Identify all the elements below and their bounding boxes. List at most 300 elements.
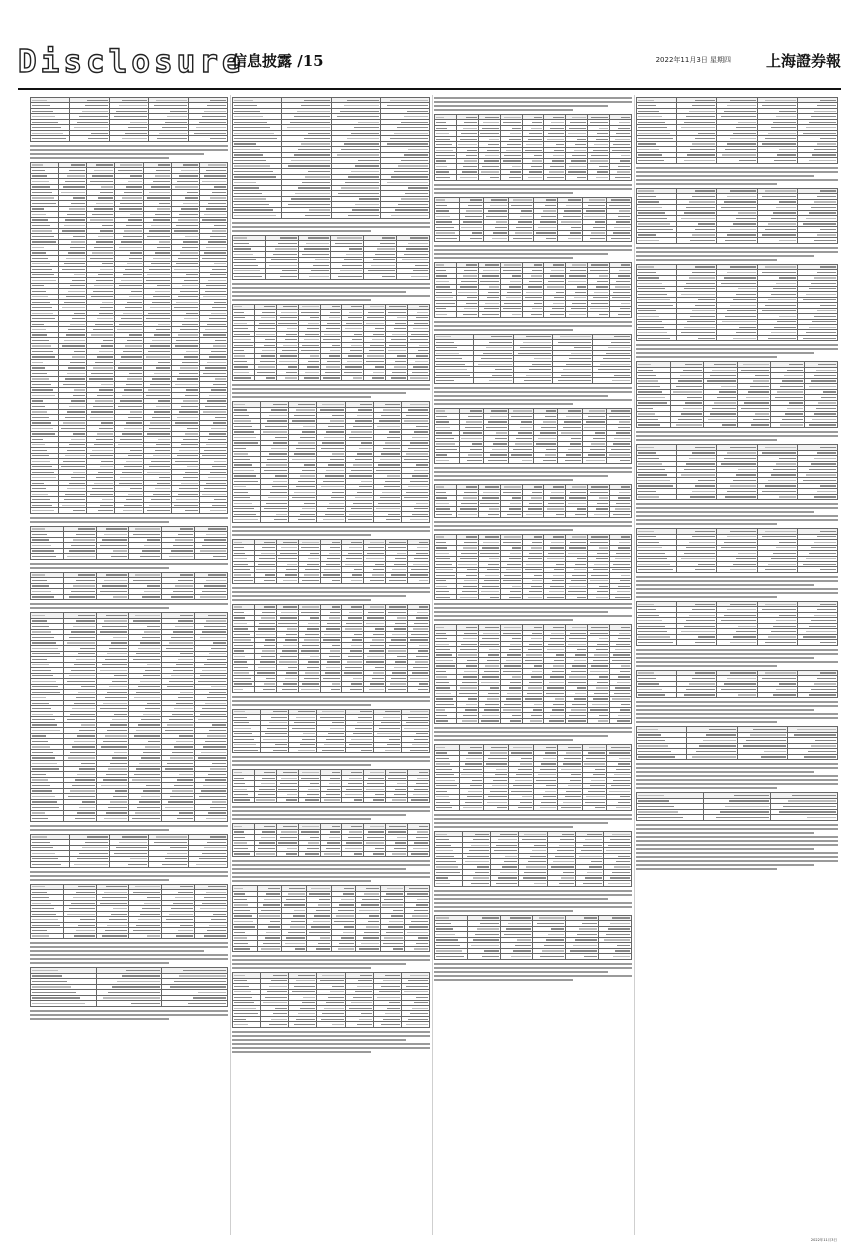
cell-value — [211, 686, 226, 687]
cell-value — [32, 620, 47, 621]
cell-value — [588, 416, 606, 417]
cell-value — [234, 1002, 254, 1003]
financial-table — [434, 262, 632, 318]
cell-value — [214, 499, 226, 500]
cell-value — [397, 317, 406, 318]
table-row — [31, 554, 228, 559]
cell-value — [370, 826, 384, 827]
cell-value — [600, 364, 630, 365]
cell-value — [67, 488, 85, 489]
cell-value — [351, 171, 379, 172]
cell-value — [100, 591, 128, 592]
cell-value — [302, 182, 330, 183]
cell-value — [288, 165, 330, 166]
cell-value — [147, 433, 170, 434]
cell-value — [71, 400, 86, 401]
cell-value — [174, 307, 198, 308]
cell-value — [319, 899, 329, 900]
cell-value — [568, 199, 581, 200]
cell-value — [32, 499, 50, 500]
masthead — [18, 40, 841, 86]
cell-value — [32, 444, 45, 445]
cell-value — [126, 225, 141, 226]
cell-value — [204, 585, 226, 586]
cell-value — [386, 519, 400, 520]
cell-value — [113, 637, 127, 638]
cell-value — [436, 270, 446, 271]
cell-value — [154, 334, 170, 335]
cell-value — [351, 739, 372, 740]
cell-value — [32, 637, 54, 638]
text-line — [232, 814, 406, 816]
text-line — [232, 700, 430, 702]
cell-value — [351, 431, 372, 432]
table-cell — [298, 274, 331, 279]
cell-value — [180, 329, 198, 330]
cell-value — [234, 122, 267, 123]
cell-value — [288, 893, 305, 894]
table-row — [233, 687, 430, 692]
cell-value — [415, 265, 428, 266]
cell-value — [370, 606, 384, 607]
cell-value — [179, 214, 197, 215]
table-row — [435, 236, 632, 241]
cell-value — [361, 750, 372, 751]
cell-value — [32, 236, 54, 237]
cell-value — [145, 708, 160, 709]
cell-value — [468, 416, 482, 417]
cell-value — [102, 539, 127, 540]
cell-value — [123, 510, 142, 511]
cell-value — [486, 347, 512, 348]
financial-table — [30, 97, 228, 142]
text-line — [30, 875, 228, 877]
cell-value — [391, 915, 404, 916]
cell-value — [390, 683, 406, 684]
cell-value — [32, 981, 67, 982]
cell-value — [148, 389, 169, 390]
cell-value — [114, 853, 147, 854]
cell-value — [173, 631, 193, 632]
cell-value — [178, 697, 193, 698]
table-cell — [544, 312, 566, 317]
cell-value — [348, 176, 379, 177]
cell-value — [354, 127, 379, 128]
cell-value — [322, 442, 343, 443]
cell-value — [130, 450, 142, 451]
cell-value — [616, 133, 630, 134]
cell-value — [436, 410, 445, 411]
cell-value — [410, 442, 428, 443]
cell-value — [467, 297, 476, 298]
cell-value — [379, 420, 400, 421]
cell-value — [436, 432, 452, 433]
cell-value — [65, 378, 86, 379]
cell-value — [599, 166, 608, 167]
cell-value — [273, 481, 287, 482]
cell-value — [310, 617, 319, 618]
cell-value — [351, 470, 372, 471]
cell-value — [32, 280, 56, 281]
column-divider — [230, 95, 231, 1235]
cell-value — [367, 317, 384, 318]
table-cell — [31, 554, 64, 559]
cell-value — [94, 483, 114, 484]
cell-value — [179, 735, 194, 736]
cell-value — [32, 192, 52, 193]
cell-value — [194, 133, 226, 134]
cell-value — [67, 642, 95, 643]
cell-value — [150, 345, 170, 346]
cell-value — [554, 150, 564, 151]
cell-value — [609, 454, 630, 455]
financial-table — [232, 709, 430, 754]
table-cell — [459, 458, 484, 463]
cell-value — [234, 728, 251, 729]
cell-value — [267, 991, 287, 992]
cell-value — [541, 216, 556, 217]
cell-value — [308, 323, 318, 324]
cell-value — [322, 1013, 343, 1014]
cell-value — [125, 345, 141, 346]
cell-value — [178, 494, 198, 495]
cell-value — [127, 378, 141, 379]
cell-value — [32, 122, 58, 123]
cell-value — [351, 345, 362, 346]
cell-value — [234, 361, 247, 362]
cell-value — [351, 542, 362, 543]
cell-value — [173, 670, 193, 671]
cell-value — [32, 528, 45, 529]
cell-value — [234, 372, 249, 373]
cell-value — [528, 177, 542, 178]
cell-value — [394, 133, 428, 134]
cell-value — [532, 492, 542, 493]
cell-value — [70, 790, 95, 791]
cell-value — [210, 138, 226, 139]
cell-value — [82, 847, 108, 848]
cell-value — [32, 378, 49, 379]
table-row — [31, 862, 228, 867]
cell-value — [165, 122, 187, 123]
cell-value — [102, 897, 127, 898]
cell-value — [204, 252, 226, 253]
cell-value — [102, 302, 113, 303]
cell-value — [525, 150, 543, 151]
text-line — [434, 321, 632, 323]
cell-value — [375, 254, 395, 255]
cell-value — [107, 692, 127, 693]
cell-value — [165, 858, 187, 859]
cell-value — [412, 1008, 428, 1009]
cell-value — [348, 656, 362, 657]
cell-value — [416, 783, 428, 784]
cell-value — [594, 144, 608, 145]
cell-value — [386, 932, 403, 933]
cell-value — [98, 197, 114, 198]
cell-value — [176, 703, 193, 704]
cell-value — [294, 116, 330, 117]
cell-value — [73, 395, 86, 396]
cell-value — [331, 497, 344, 498]
table-cell — [162, 1001, 228, 1006]
cell-value — [200, 550, 226, 551]
cell-value — [546, 449, 556, 450]
cell-value — [153, 296, 169, 297]
cell-value — [292, 459, 315, 460]
cell-value — [367, 783, 384, 784]
cell-value — [553, 117, 564, 118]
cell-value — [204, 664, 226, 665]
cell-value — [350, 350, 363, 351]
cell-value — [170, 111, 187, 112]
cell-value — [387, 437, 400, 438]
cell-value — [100, 230, 114, 231]
cell-value — [130, 411, 142, 412]
cell-value — [234, 1024, 248, 1025]
cell-value — [361, 943, 379, 944]
cell-value — [90, 219, 113, 220]
cell-value — [551, 270, 564, 271]
table-cell — [306, 946, 331, 951]
cell-value — [100, 708, 127, 709]
cell-value — [125, 269, 142, 270]
cell-value — [79, 807, 94, 808]
cell-value — [264, 306, 275, 307]
cell-value — [234, 138, 277, 139]
text-line — [30, 1018, 169, 1020]
cell-value — [210, 807, 226, 808]
cell-value — [408, 187, 428, 188]
financial-table — [232, 97, 430, 219]
cell-value — [90, 494, 113, 495]
cell-value — [620, 460, 630, 461]
cell-value — [611, 410, 630, 411]
cell-value — [159, 477, 170, 478]
cell-value — [563, 369, 590, 370]
cell-value — [276, 514, 288, 515]
cell-value — [370, 772, 384, 773]
table-cell — [233, 946, 258, 951]
text-line — [30, 946, 228, 948]
cell-value — [385, 481, 399, 482]
cell-value — [330, 459, 343, 460]
cell-value — [202, 258, 226, 259]
cell-value — [436, 342, 454, 343]
cell-value — [413, 270, 428, 271]
cell-value — [198, 757, 226, 758]
cell-value — [286, 372, 296, 373]
text-line — [30, 879, 169, 881]
cell-value — [66, 258, 86, 259]
cell-value — [348, 215, 378, 216]
cell-value — [307, 848, 319, 849]
cell-value — [102, 585, 127, 586]
cell-value — [377, 248, 395, 249]
cell-value — [279, 361, 297, 362]
cell-value — [378, 503, 400, 504]
cell-value — [66, 296, 85, 297]
cell-value — [266, 503, 287, 504]
cell-value — [147, 539, 161, 540]
cell-value — [172, 714, 194, 715]
cell-value — [120, 477, 141, 478]
cell-value — [305, 672, 318, 673]
cell-value — [259, 789, 274, 790]
cell-value — [287, 628, 296, 629]
cell-value — [269, 1024, 287, 1025]
cell-value — [32, 313, 53, 314]
cell-value — [325, 475, 344, 476]
cell-value — [203, 785, 226, 786]
cell-value — [128, 494, 141, 495]
cell-value — [556, 144, 564, 145]
cell-value — [119, 208, 142, 209]
cell-value — [122, 472, 141, 473]
cell-value — [234, 904, 248, 905]
cell-value — [275, 437, 287, 438]
cell-value — [166, 919, 193, 920]
cell-value — [261, 553, 275, 554]
cell-value — [267, 459, 287, 460]
cell-value — [120, 203, 141, 204]
column-2 — [232, 95, 430, 1235]
cell-value — [100, 269, 113, 270]
cell-value — [324, 744, 343, 745]
cell-value — [353, 464, 372, 465]
cell-value — [529, 369, 551, 370]
table-cell — [345, 517, 373, 522]
cell-value — [302, 470, 316, 471]
cell-value — [32, 241, 56, 242]
cell-value — [512, 275, 521, 276]
table-cell — [356, 946, 381, 951]
table-row — [233, 213, 430, 218]
cell-value — [301, 350, 319, 351]
cell-value — [309, 932, 329, 933]
cell-value — [136, 653, 161, 654]
cell-value — [322, 750, 343, 751]
cell-value — [510, 171, 520, 172]
cell-value — [196, 127, 226, 128]
table-row — [233, 578, 430, 583]
cell-value — [32, 534, 47, 535]
cell-value — [32, 450, 47, 451]
cell-value — [466, 210, 482, 211]
cell-value — [329, 837, 341, 838]
cell-value — [32, 263, 50, 264]
cell-value — [308, 789, 318, 790]
cell-value — [328, 464, 343, 465]
table-cell — [588, 312, 610, 317]
cell-value — [411, 634, 428, 635]
cell-value — [305, 569, 318, 570]
cell-value — [353, 997, 372, 998]
cell-value — [315, 259, 329, 260]
cell-value — [261, 317, 275, 318]
cell-value — [234, 127, 270, 128]
cell-value — [67, 214, 85, 215]
cell-value — [436, 139, 450, 140]
cell-value — [410, 519, 428, 520]
cell-value — [187, 466, 198, 467]
cell-value — [154, 411, 169, 412]
cell-value — [234, 215, 276, 216]
cell-value — [373, 672, 384, 673]
cell-value — [353, 678, 363, 679]
cell-value — [32, 626, 49, 627]
cell-value — [32, 801, 57, 802]
cell-value — [80, 648, 94, 649]
cell-value — [97, 433, 113, 434]
cell-value — [389, 739, 400, 740]
cell-value — [158, 400, 170, 401]
cell-value — [563, 216, 581, 217]
cell-value — [321, 1019, 344, 1020]
cell-value — [212, 763, 226, 764]
table-cell — [364, 578, 386, 583]
cell-value — [480, 281, 498, 282]
cell-value — [612, 380, 630, 381]
cell-value — [208, 528, 226, 529]
cell-value — [210, 274, 226, 275]
cell-value — [436, 122, 446, 123]
cell-value — [178, 219, 198, 220]
text-paragraph — [232, 756, 430, 766]
cell-value — [589, 410, 605, 411]
cell-value — [267, 728, 287, 729]
cell-value — [234, 437, 256, 438]
cell-value — [73, 197, 85, 198]
cell-value — [339, 943, 354, 944]
cell-value — [436, 460, 449, 461]
cell-value — [436, 221, 452, 222]
cell-value — [128, 219, 141, 220]
table-cell — [129, 816, 162, 821]
cell-value — [316, 948, 329, 949]
cell-value — [538, 438, 556, 439]
cell-value — [210, 836, 226, 837]
cell-value — [74, 664, 95, 665]
cell-value — [234, 486, 246, 487]
cell-value — [201, 790, 226, 791]
cell-value — [330, 420, 344, 421]
cell-value — [259, 842, 274, 843]
cell-value — [112, 719, 128, 720]
cell-value — [332, 645, 341, 646]
cell-value — [487, 150, 499, 151]
cell-value — [98, 274, 113, 275]
cell-value — [32, 247, 44, 248]
cell-value — [102, 664, 127, 665]
table-cell — [408, 375, 430, 380]
text-line — [232, 756, 430, 758]
cell-value — [611, 449, 630, 450]
cell-value — [340, 270, 363, 271]
cell-value — [292, 991, 316, 992]
cell-value — [370, 580, 384, 581]
cell-value — [510, 133, 520, 134]
cell-value — [234, 306, 242, 307]
cell-value — [324, 1008, 343, 1009]
cell-value — [162, 864, 187, 865]
cell-value — [360, 404, 371, 405]
cell-value — [108, 768, 128, 769]
cell-value — [32, 836, 47, 837]
cell-value — [413, 794, 428, 795]
cell-value — [286, 937, 305, 938]
cell-value — [468, 205, 482, 206]
